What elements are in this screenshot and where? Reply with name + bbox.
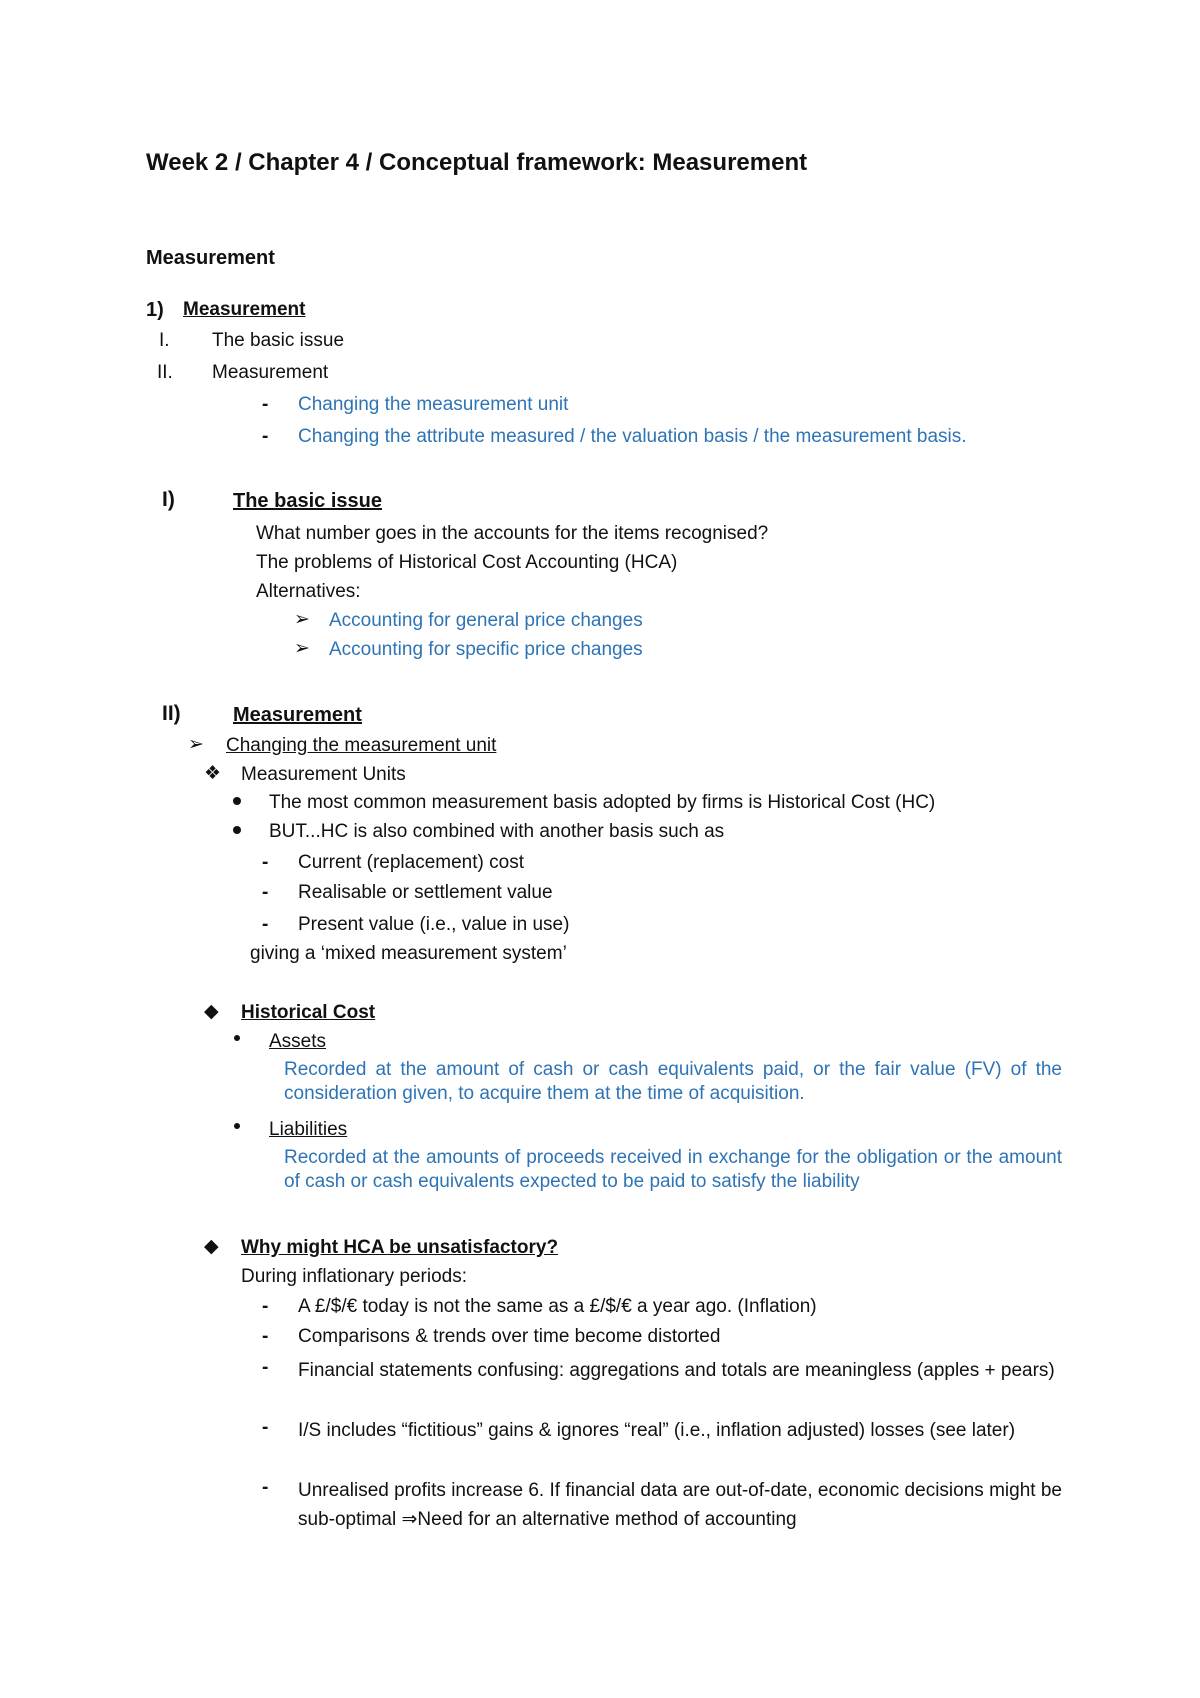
- section-marker: I): [162, 488, 175, 511]
- dash-marker: -: [262, 426, 269, 447]
- diamond-bullet-icon: ◆: [204, 1001, 219, 1022]
- outline-marker: I.: [159, 330, 170, 351]
- hca-point: Comparisons & trends over time become distorted: [298, 1326, 721, 1347]
- outline-subitem: Changing the measurement unit: [298, 394, 569, 415]
- alternative-item: Accounting for specific price changes: [329, 639, 643, 660]
- hca-intro: During inflationary periods:: [241, 1266, 468, 1287]
- historical-cost-heading: Historical Cost: [241, 1002, 376, 1023]
- dash-marker: -: [262, 1357, 269, 1378]
- bullet-dot-icon: [233, 826, 241, 834]
- dash-marker: -: [262, 394, 269, 415]
- outline-heading: Measurement: [183, 299, 306, 320]
- hca-point: Financial statements confusing: aggregations and totals are meaningless (apples + pears): [298, 1360, 1055, 1381]
- body-line: Alternatives:: [256, 581, 361, 602]
- bullet-item: The most common measurement basis adopted by firms is Historical Cost (HC): [269, 792, 936, 813]
- bullet-item: BUT...HC is also combined with another basis such as: [269, 821, 725, 842]
- hca-point: I/S includes “fictitious” gains & ignores “real” (i.e., inflation adjusted) losses (see later): [298, 1420, 1016, 1441]
- outline-marker: II.: [157, 362, 173, 383]
- assets-text: Recorded at the amount of cash or cash equivalents paid, or the fair value (FV) of the consideration given, to acquire them at the time of acquisition.: [284, 1059, 1062, 1104]
- dash-marker: -: [262, 1417, 269, 1438]
- alternative-item: Accounting for general price changes: [329, 610, 643, 631]
- section-heading-measurement: Measurement: [233, 704, 362, 726]
- hca-heading: Why might HCA be unsatisfactory?: [241, 1237, 559, 1258]
- arrow-bullet-icon: ➢: [294, 609, 310, 630]
- dash-marker: -: [262, 1326, 269, 1347]
- dash-item: Realisable or settlement value: [298, 882, 553, 903]
- diamond-bullet-icon: ◆: [204, 1236, 219, 1257]
- section-heading-basic-issue: The basic issue: [233, 490, 382, 512]
- dash-marker: -: [262, 1477, 269, 1498]
- body-line: What number goes in the accounts for the items recognised?: [256, 523, 769, 544]
- dash-item: Present value (i.e., value in use): [298, 914, 570, 935]
- page-title: Week 2 / Chapter 4 / Conceptual framework: Measurement: [146, 149, 808, 176]
- dash-marker: -: [262, 882, 269, 903]
- giving-line: giving a ‘mixed measurement system’: [250, 943, 567, 964]
- outline-subitem: Changing the attribute measured / the valuation basis / the measurement basis.: [298, 426, 967, 447]
- bullet-dot-icon: [233, 797, 241, 805]
- dash-marker: -: [262, 1296, 269, 1317]
- measurement-units-heading: Measurement Units: [241, 764, 406, 785]
- section-marker: II): [162, 702, 181, 725]
- hca-point: Unrealised profits increase 6. If financial data are out-of-date, economic decisions might be sub-optimal ⇒Need for an alternative method of accounting: [298, 1480, 1062, 1530]
- body-line: The problems of Historical Cost Accounting (HCA): [256, 552, 678, 573]
- arrow-bullet-icon: ➢: [294, 638, 310, 659]
- bullet-dot-icon: [234, 1123, 240, 1129]
- outline-item: Measurement: [212, 362, 329, 383]
- arrow-bullet-icon: ➢: [188, 734, 204, 755]
- liabilities-text: Recorded at the amounts of proceeds received in exchange for the obligation or the amount of cash or cash equivalents expected to be paid to satisfy the liability: [284, 1147, 1062, 1192]
- dash-marker: -: [262, 852, 269, 873]
- hca-point: A £/$/€ today is not the same as a £/$/€ a year ago. (Inflation): [298, 1296, 817, 1317]
- section-heading: Measurement: [146, 247, 275, 269]
- liabilities-label: Liabilities: [269, 1119, 348, 1140]
- outline-number: 1): [146, 299, 164, 321]
- bullet-dot-icon: [234, 1035, 240, 1041]
- assets-label: Assets: [269, 1031, 327, 1052]
- measurement-arrow-item: Changing the measurement unit: [226, 735, 497, 756]
- dash-item: Current (replacement) cost: [298, 852, 524, 873]
- diamond-star-bullet-icon: ❖: [204, 763, 222, 784]
- outline-item: The basic issue: [212, 330, 345, 351]
- dash-marker: -: [262, 914, 269, 935]
